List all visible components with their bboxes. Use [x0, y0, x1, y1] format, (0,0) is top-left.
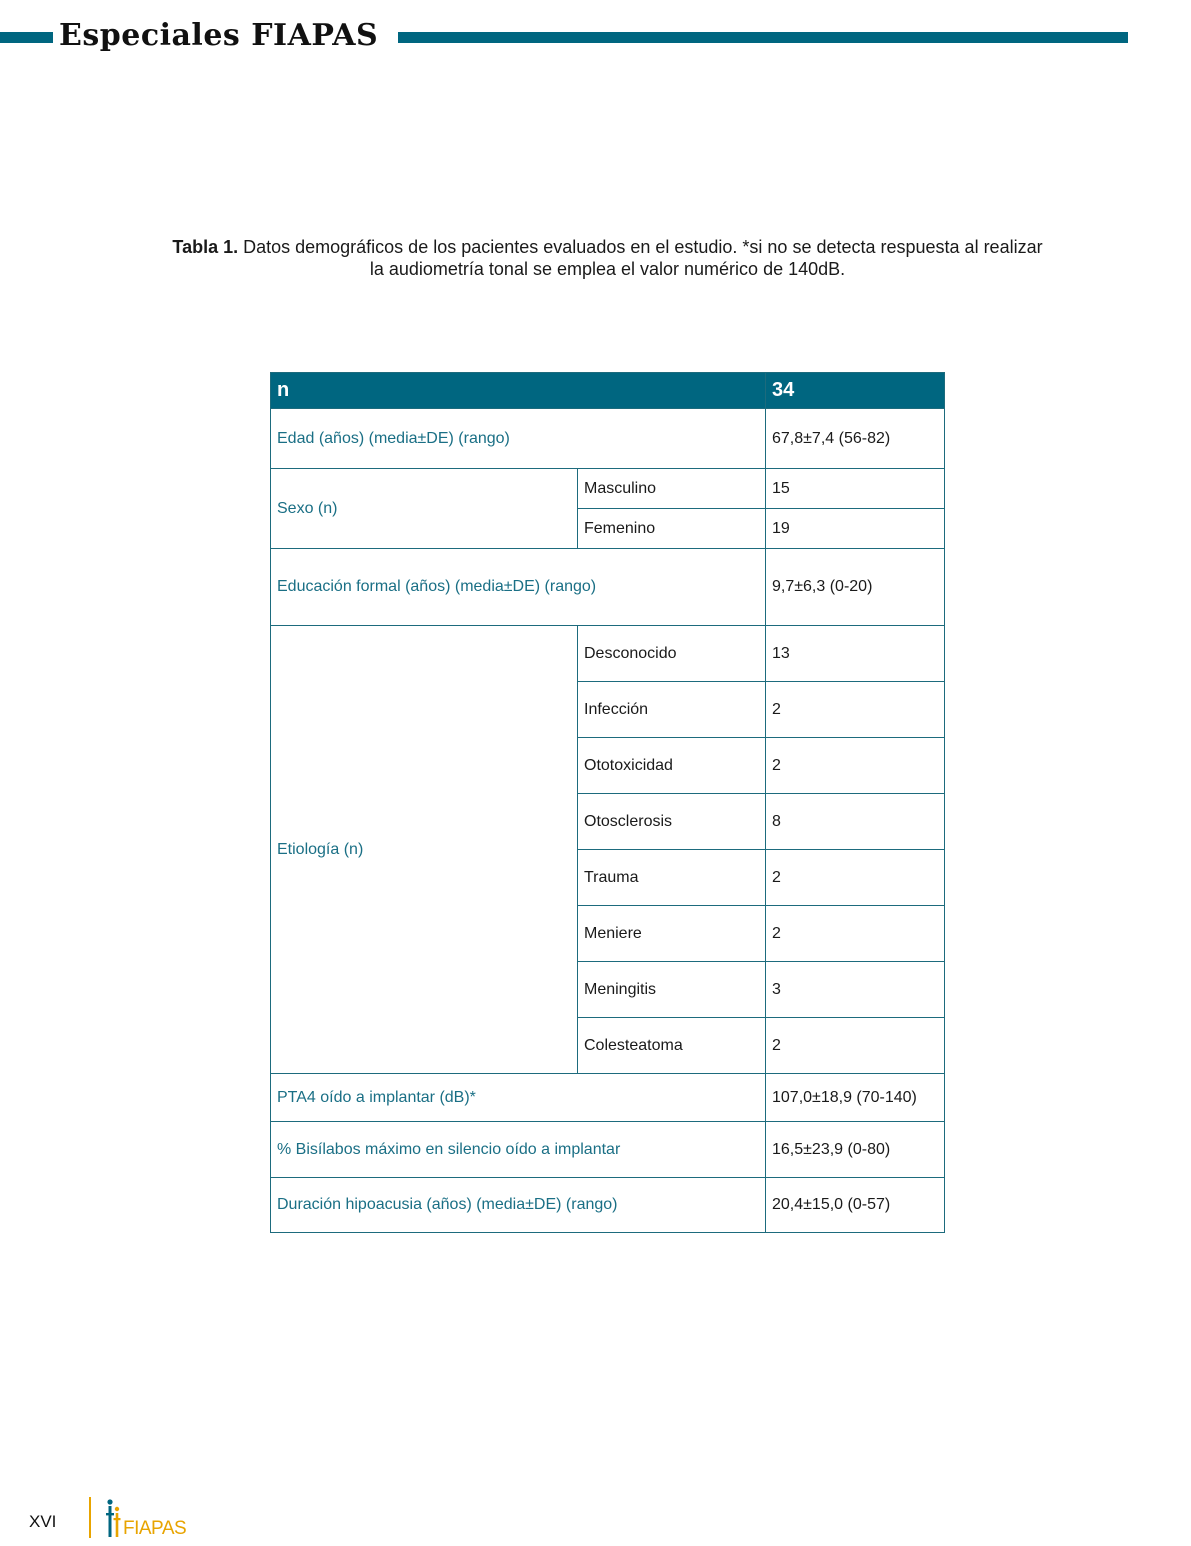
page-number: XVI — [29, 1512, 57, 1531]
logo-figures-icon — [104, 1499, 124, 1541]
row-label: Sexo (n) — [271, 469, 578, 549]
caption-line-1: Datos demográficos de los pacientes evaluados en el estudio. *si no se detecta respuesta al realizar — [238, 237, 1043, 257]
header-bar-right — [398, 32, 1128, 43]
logo-text: FIAPAS — [123, 1518, 187, 1539]
row-value: 2 — [766, 682, 945, 738]
row-label: Edad (años) (media±DE) (rango) — [271, 409, 766, 469]
row-sublabel: Otosclerosis — [578, 794, 766, 850]
table-row — [271, 1074, 945, 1122]
row-label: Duración hipoacusia (años) (media±DE) (rango) — [271, 1178, 766, 1233]
row-value: 8 — [766, 794, 945, 850]
row-value: 19 — [766, 509, 945, 549]
demographics-table — [270, 372, 945, 1233]
row-label: % Bisílabos máximo en silencio oído a implantar — [271, 1122, 766, 1178]
table-row — [271, 1178, 945, 1233]
header-value: 34 — [766, 373, 945, 409]
footer-divider — [89, 1497, 91, 1538]
fiapas-logo — [104, 1499, 194, 1541]
row-sublabel: Trauma — [578, 850, 766, 906]
row-label: Etiología (n) — [271, 626, 578, 1074]
row-sublabel: Meniere — [578, 906, 766, 962]
table-row — [271, 409, 945, 469]
table-caption — [140, 236, 1075, 280]
table-row — [271, 1122, 945, 1178]
row-value: 9,7±6,3 (0-20) — [766, 549, 945, 626]
header-bar-left — [0, 32, 53, 43]
table-row — [271, 549, 945, 626]
row-label: Educación formal (años) (media±DE) (rango) — [271, 549, 766, 626]
row-sublabel: Masculino — [578, 469, 766, 509]
row-value: 3 — [766, 962, 945, 1018]
row-sublabel: Infección — [578, 682, 766, 738]
table-header-row — [271, 373, 945, 409]
row-value: 2 — [766, 850, 945, 906]
row-value: 107,0±18,9 (70-140) — [766, 1074, 945, 1122]
row-sublabel: Meningitis — [578, 962, 766, 1018]
row-value: 13 — [766, 626, 945, 682]
row-value: 2 — [766, 738, 945, 794]
row-value: 67,8±7,4 (56-82) — [766, 409, 945, 469]
row-value: 2 — [766, 1018, 945, 1074]
row-value: 16,5±23,9 (0-80) — [766, 1122, 945, 1178]
row-sublabel: Desconocido — [578, 626, 766, 682]
caption-line-2: la audiometría tonal se emplea el valor numérico de 140dB. — [369, 259, 846, 279]
row-value: 15 — [766, 469, 945, 509]
table-row — [271, 469, 945, 509]
row-value: 2 — [766, 906, 945, 962]
section-title: Especiales FIAPAS — [59, 18, 379, 53]
row-sublabel: Ototoxicidad — [578, 738, 766, 794]
row-sublabel: Femenino — [578, 509, 766, 549]
caption-label: Tabla 1. — [172, 237, 239, 257]
row-value: 20,4±15,0 (0-57) — [766, 1178, 945, 1233]
row-sublabel: Colesteatoma — [578, 1018, 766, 1074]
table-row — [271, 626, 945, 682]
header-label: n — [271, 373, 766, 409]
row-label: PTA4 oído a implantar (dB)* — [271, 1074, 766, 1122]
